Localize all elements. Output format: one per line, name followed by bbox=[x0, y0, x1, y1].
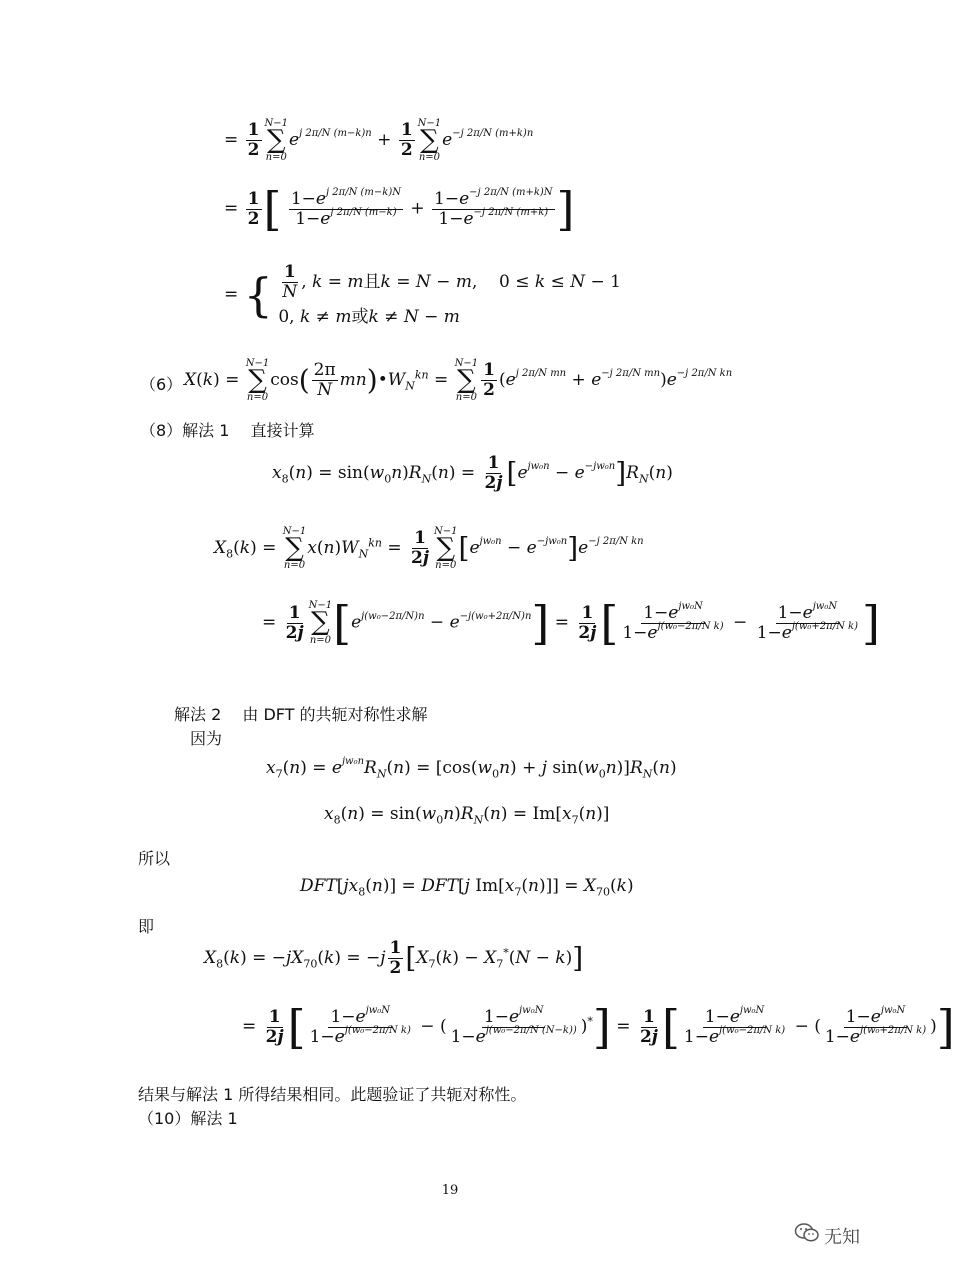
equation-dft: $DFT[jx_8(n)] = DFT[j$ $Im[x_7(n)]] = X_{70}(k)$ bbox=[300, 876, 634, 899]
because-text: 因为 bbox=[190, 729, 223, 748]
label-10: （10）解法 1 bbox=[138, 1109, 238, 1128]
case-and-text: 且 bbox=[363, 272, 381, 292]
that-is-text: 即 bbox=[138, 917, 155, 936]
equation-X8-sum: $X_8(k)$ = N−1 ∑ n=0 $x(n)W_N^{kn}$ = $\frac{1}{2j}$ N−1 ∑ n=0 $[e^{jw_0n} - e^{-jw_0n}]e^{-j 2\pi/N kn}$ bbox=[214, 526, 644, 572]
equation-6: X(k) = N−1 ∑ n=0 cos( $\frac{2\pi}{N}$ $mn)•W_N^{kn}$ = N−1 ∑ n=0 $\frac{1}{2}$ $(e^{j 2\pi/N mn} + e^{-j 2\pi/N mn})e^{-j 2\pi/N kn}$ bbox=[184, 358, 733, 404]
case-or-text: 或 bbox=[351, 307, 369, 327]
result-text: 结果与解法 1 所得结果相同。此题验证了共轭对称性。 bbox=[138, 1085, 527, 1104]
equation-bracket-fractions: = $\frac{1}{2}$ [ $\frac{1-e^{j 2\pi/N (m-k)N}}{1-e^{j 2\pi/N (m-k)}}$ + $\frac{1-e^{-j 2\pi/N (m+k)N}}{1-e^{-j 2\pi/N (m+k)}}$ ] bbox=[224, 182, 575, 236]
equation-X8-result: = $\frac{1}{2j}$ N−1 ∑ n=0 $[e^{j(w_0-2\pi/N)n} - e^{-j(w_0+2\pi/N)n}]$ = $\frac{1}{2j}$ [ $\frac{1-e^{jw_0N}}{1-e^{j(w_0-2\pi/N k)}}$ − $\frac{1-e^{jw_0N}}{1-e^{j(w_0+2\pi/N k)}}$ ] bbox=[262, 596, 880, 650]
label-8: （8）解法 1 直接计算 bbox=[140, 421, 315, 440]
equation-X8-conj: $X_8(k) = -jX_{70}(k) = -j$ $\frac{1}{2}$ $[X_7(k) - X_7^*(N - k)]$ bbox=[204, 938, 584, 978]
equation-x7-def: $x_7(n) = e^{jw_0n}R_N(n) = [\cos(w_0n) + j$ $\sin(w_0n)]R_N(n)$ bbox=[266, 756, 677, 781]
equation-cases: = { $\frac{1}{N}$ , k = m且k = N − m, 0 ≤ k ≤ N − 1 0, k ≠ m或k ≠ N − m bbox=[224, 262, 621, 327]
watermark-text: 无知 bbox=[824, 1226, 860, 1248]
watermark bbox=[794, 1222, 860, 1249]
equation-sum-exp: = $\frac{1}{2}$ N−1 ∑ n=0 $e^{j 2\pi/N (m-k)n}$ + $\frac{1}{2}$ N−1 ∑ n=0 $e^{-j 2\pi/N (m+k)n}$ bbox=[224, 118, 534, 164]
equation-X8-conj-result: = $\frac{1}{2j}$ [ $\frac{1-e^{jw_0N}}{1-e^{j(w_0-2\pi/N k)}}$ − ( $\frac{1-e^{jw_0N}}{1-e^{j(w_0-2\pi/N (N-k))}}$ )*] = $\frac{1}{2j}$ [ $\frac{1-e^{jw_0N}}{1-e^{j(w_0-2\pi/N k)}}$ − ( $\frac{1-e^{jw_0N}}{1-e^{j(w_0+2\pi/N k)}}$ )] bbox=[242, 1000, 955, 1054]
equation-x8-im: $x_8(n) = \sin(w_0n)R_N(n) = Im[x_7(n)]$ bbox=[324, 804, 610, 827]
label-6: （6） bbox=[140, 375, 183, 394]
therefore-text: 所以 bbox=[138, 849, 171, 868]
method-2-heading: 解法 2 由 DFT 的共轭对称性求解 bbox=[174, 705, 428, 724]
equation-x8-def: $x_8(n) = \sin(w_0n)R_N(n)$ = $\frac{1}{2j}$ $[e^{jw_0n} - e^{-jw_0n}]R_N(n)$ bbox=[272, 453, 673, 493]
wechat-icon bbox=[794, 1222, 820, 1249]
page-number: 19 bbox=[441, 1183, 459, 1198]
